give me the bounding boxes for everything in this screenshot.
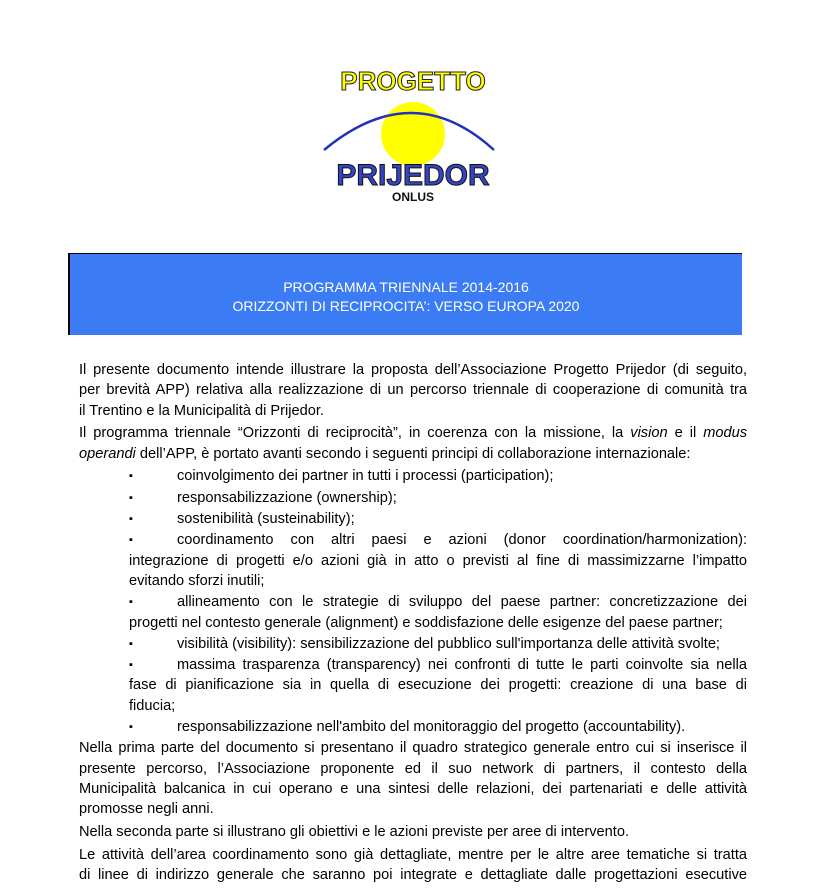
programma-line-1 [79, 423, 747, 443]
logo-line3: ONLUS [392, 190, 434, 204]
part1-line-2: presente percorso, l’Associazione proponente ed il suo network di partners, il contesto della [79, 760, 747, 777]
principle-4-line-2: integrazione di progetti e/o azioni già in atto o previsti al fine di massimizzarne l’impatto [129, 552, 747, 569]
logo-sun [381, 102, 445, 166]
part1-line-3: Municipalità balcanica in cui operano e una sintesi delle relazioni, dei partenariati e delle attività [79, 780, 747, 797]
modus-term: modus [703, 425, 748, 442]
part1-paragraph [79, 738, 747, 819]
bullet-icon: ▪ [129, 534, 133, 547]
programma-text-a: Il programma triennale “Orizzonti di reciprocità”, in coerenza con la missione, la [79, 425, 631, 442]
principle-4-line-1: coordinamento con altri paesi e azioni (donor coordination/harmonization): [177, 532, 747, 549]
principle-7-line-1: massima trasparenza (transparency) nei confronti di tutte le parti coinvolte sia nella [177, 657, 747, 674]
list-item [79, 592, 747, 633]
programma-text-c: dell’APP, è portato avanti secondo i seguenti principi di collaborazione internazionale: [135, 445, 691, 462]
list-item [79, 717, 747, 737]
banner-title-line2: ORIZZONTI DI RECIPROCITA’: VERSO EUROPA 2020 [232, 298, 580, 314]
part3-line-1: Le attività dell’area coordinamento sono già dettagliate, mentre per le altre aree tematiche si tratta [79, 846, 747, 863]
intro-line-3: il Trentino e la Municipalità di Prijedor. [79, 402, 324, 419]
vision-term: vision [630, 425, 668, 442]
bullet-icon: ▪ [129, 513, 133, 526]
bullet-icon: ▪ [129, 470, 133, 483]
operandi-term: operandi [79, 445, 136, 462]
list-item [79, 634, 747, 654]
list-item [79, 488, 747, 508]
bullet-icon: ▪ [129, 721, 133, 734]
principle-1-line-1: coinvolgimento dei partner in tutti i processi (participation); [177, 468, 554, 485]
progetto-prijedor-logo [318, 64, 508, 212]
logo-line2: PRIJEDOR [336, 159, 490, 192]
list-item [79, 466, 747, 486]
principle-6-line-1: visibilità (visibility): sensibilizzazione del pubblico sull'importanza delle attività svolte; [177, 635, 720, 652]
list-item [79, 509, 747, 529]
principle-4-line-3: evitando sforzi inutili; [129, 572, 265, 589]
part1-line-1: Nella prima parte del documento si presentano il quadro strategico generale entro cui si inserisce il [79, 740, 747, 757]
programma-text-b: e il [667, 425, 704, 442]
list-item [79, 655, 747, 716]
principle-2-line-1: responsabilizzazione (ownership); [177, 489, 397, 506]
bullet-icon: ▪ [129, 491, 133, 504]
part2-paragraph: Nella seconda parte si illustrano gli obiettivi e le azioni previste per aree di intervento. [79, 824, 629, 841]
logo-line1: PROGETTO [340, 66, 486, 96]
principles-list [79, 466, 747, 737]
banner-title-line1: PROGRAMMA TRIENNALE 2014-2016 [283, 279, 529, 295]
principle-7-line-3: fiducia; [129, 697, 176, 714]
intro-line-1: Il presente documento intende illustrare la proposta dell’Associazione Progetto Prijedor (di seguito, [79, 362, 747, 378]
intro-paragraph [79, 360, 747, 421]
principle-7-line-2: fase di pianificazione sia in quella di esecuzione dei progetti: creazione di una base di [129, 677, 747, 694]
list-item [79, 530, 747, 591]
part3-line-2: di linee di indirizzo generale che saranno poi integrate e dettagliate dalle progettazioni esecutive [79, 867, 747, 884]
programma-paragraph [79, 423, 747, 464]
part3-paragraph [79, 845, 747, 886]
principle-8-line-1: responsabilizzazione nell'ambito del monitoraggio del progetto (accountability). [177, 719, 686, 736]
programma-line-2 [79, 444, 747, 464]
program-title-banner [68, 253, 742, 335]
logo-graphic [318, 64, 508, 212]
principle-5-line-1: allineamento con le strategie di sviluppo del paese partner: concretizzazione dei [177, 594, 747, 611]
bullet-icon: ▪ [129, 659, 133, 672]
principle-5-line-2: progetti nel contesto generale (alignment) e soddisfazione delle esigenze del paese partner; [129, 614, 723, 631]
bullet-icon: ▪ [129, 596, 133, 609]
principle-3-line-1: sostenibilità (susteinability); [177, 511, 355, 528]
document-body [79, 360, 747, 888]
bullet-icon: ▪ [129, 637, 133, 650]
intro-line-2: per brevità APP) relativa alla realizzazione di un percorso triennale di cooperazione di comunità tra [79, 382, 747, 399]
part1-line-4: promosse negli anni. [79, 801, 214, 818]
